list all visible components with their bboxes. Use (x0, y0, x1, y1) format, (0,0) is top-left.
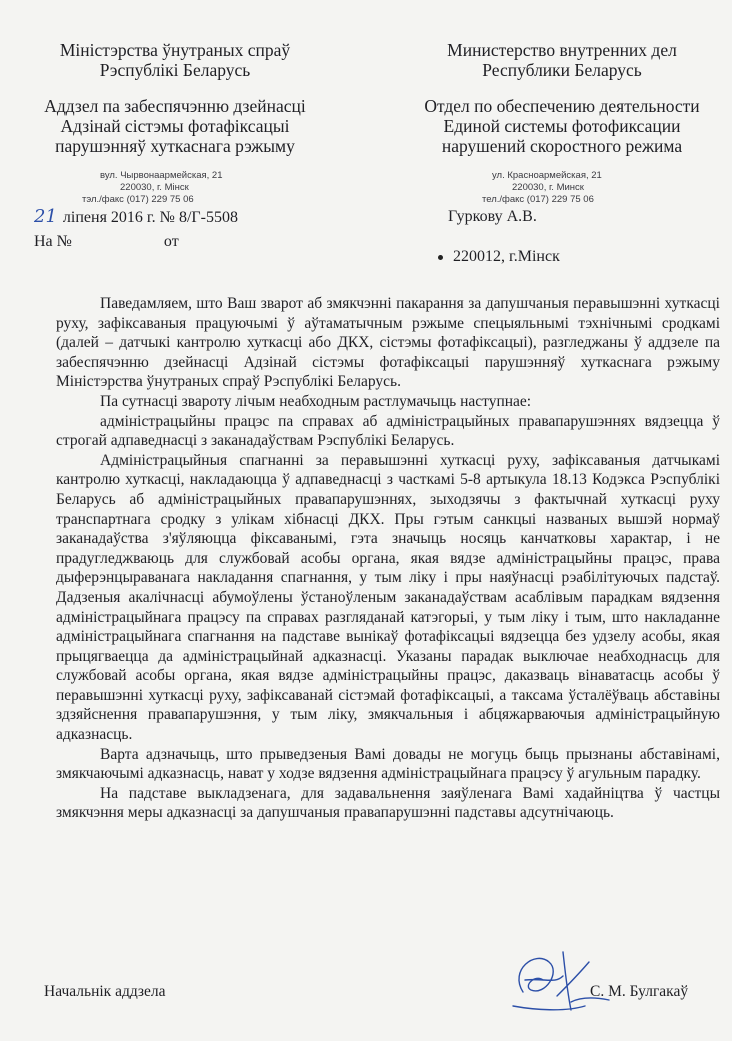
signatory-position: Начальнік аддзела (44, 983, 166, 1000)
recipient-city: 220012, г.Мінск (453, 248, 560, 265)
paragraph: Адміністрацыйныя спагнанні за перавышэнні хуткасці руху, зафіксаваныя датчыкамі кантролю хуткасці, накладаюцца ў адпаведнасці з часткамі 5-8 артыкула 18.13 Кодэкса Рэспублікі Беларусь аб адміністрацыйных правапарушэннях, зыходзячы з фактычнай хуткасці руху транспартнага сродку з улікам хібнасці ДКХ. Пры гэтым санкцыі названых вышэй нормаў заканадаўства з'яўляюцца фіксаванымі, гэта значыць носяць канчатковы характар, і не прадугледжваюць для службовай асобы органа, якая вядзе адміністрацыйны працэс, права дыферэнцыраванага накладання спагнання, у тым ліку і пры наяўнасці рэабілітуючых падстаў. Дадзеныя акалічнасці абумоўлены ўстаноўленым заканадаўствам асаблівым парадкам вядзення адміністрацыйнага працэсу па справах разгляданай катэгорыі, у тым ліку і тым, што накладанне адміністрацыйнага спагнання на падставе вынікаў фотафіксацыі вядзецца без удзелу асобы, якая прыцягваецца да адміністрацыйнай адказнасці. Указаны парадак выключае неабходнасць для службовай асобы органа, якая вядзе адміністрацыйны працэс, даказваць вінаватасць асобы ў перавышэнні хуткасці руху, зафіксаванай сістэмай фотафіксацыі, а таксама ўсталёўваць абставіны здзяйснення правапарушэння, у тым ліку, змякчальныя і абцяжарваючыя адміністрацыйную адказнасць. (56, 451, 720, 744)
address-city: 220030, г. Мінск (120, 182, 189, 193)
ministry-name-ru (392, 40, 732, 80)
dept-line-3: парушэнняў хуткаснага рэжыму (55, 136, 295, 156)
recipient-block (448, 206, 560, 267)
incoming-number-label: На № (34, 233, 72, 250)
outgoing-reference (34, 206, 238, 252)
signatory-name: С. М. Булгакаў (590, 983, 689, 1000)
address-street: ул. Красноармейская, 21 (492, 170, 602, 181)
ministry-line-2: Рэспублікі Беларусь (99, 60, 251, 80)
address-street: вул. Чырвонаармейская, 21 (100, 170, 223, 181)
department-name-ru (392, 96, 732, 156)
dept-line-2: Единой системы фотофиксации (443, 116, 681, 136)
header-belarusian (10, 40, 340, 206)
paragraph: адміністрацыйны працэс па справах аб адміністрацыйных правапарушэннях вядзецца ў строгай адпаведнасці з заканадаўствам Рэспублікі Беларусь. (56, 412, 720, 450)
date-and-number: ліпеня 2016 г. № 8/Г-5508 (62, 209, 238, 226)
signature-block (44, 983, 694, 1001)
address-phone: тэл./факс (017) 229 75 06 (82, 194, 194, 205)
incoming-from-label: от (163, 233, 179, 250)
address-ru (392, 170, 732, 206)
ministry-line-2: Республики Беларусь (482, 60, 642, 80)
dept-line-2: Адзінай сістэмы фотафіксацыі (60, 116, 290, 136)
department-name-be (10, 96, 340, 156)
bullet-dot-icon (438, 255, 443, 260)
handwritten-signature-icon (505, 940, 615, 1020)
incoming-ref-line (34, 231, 238, 252)
letter-body (56, 294, 720, 823)
paragraph: Варта адзначыць, што прыведзеныя Вамі довады не могуць быць прызнаны абставінамі, змякчаючымі адказнасць, нават у ходзе вядзення адміністрацыйнага працэсу ў агульным парадку. (56, 745, 720, 783)
address-be (10, 170, 340, 206)
ministry-line-1: Міністэрства ўнутраных спраў (59, 40, 291, 60)
dept-line-1: Отдел по обеспечению деятельности (424, 96, 700, 116)
recipient-city-line (438, 246, 560, 267)
ministry-name-be (10, 40, 340, 80)
dept-line-1: Аддзел па забеспячэнню дзейнасці (44, 96, 306, 116)
date-number-line (34, 206, 238, 228)
paragraph: Па сутнасці звароту лічым неабходным растлумачыць наступнае: (100, 392, 532, 410)
address-phone: тел./факс (017) 229 75 06 (482, 194, 594, 205)
paragraph: На падставе выкладзенага, для задавальнення заяўленага Вамі хадайніцтва ў частцы змякчэння меры адказнасці за дапушчаныя правапарушэнні падставы адсутнічаюць. (56, 784, 720, 822)
ministry-line-1: Министерство внутренних дел (447, 40, 677, 60)
address-city: 220030, г. Минск (512, 182, 584, 193)
paragraph: Паведамляем, што Ваш зварот аб змякчэнні пакарання за дапушчаныя перавышэнні хуткасці руху, зафіксаваныя працуючымі ў аўтаматычным рэжыме спецыяльнымі тэхнічнымі сродкамі (далей – датчыкі кантролю хуткасці або ДКХ, сістэмы фотафіксацыі), разгледжаны ў аддзеле па забеспячэнню дзейнасці Адзінай сістэмы фотафіксацыі парушэнняў хуткаснага рэжыму Міністэрства ўнутраных спраў Рэспублікі Беларусь. (56, 295, 720, 391)
handwritten-day: 21 (34, 206, 57, 227)
recipient-name: Гуркову А.В. (448, 208, 537, 225)
dept-line-3: нарушений скоростного режима (441, 136, 683, 156)
header-russian (392, 40, 732, 206)
